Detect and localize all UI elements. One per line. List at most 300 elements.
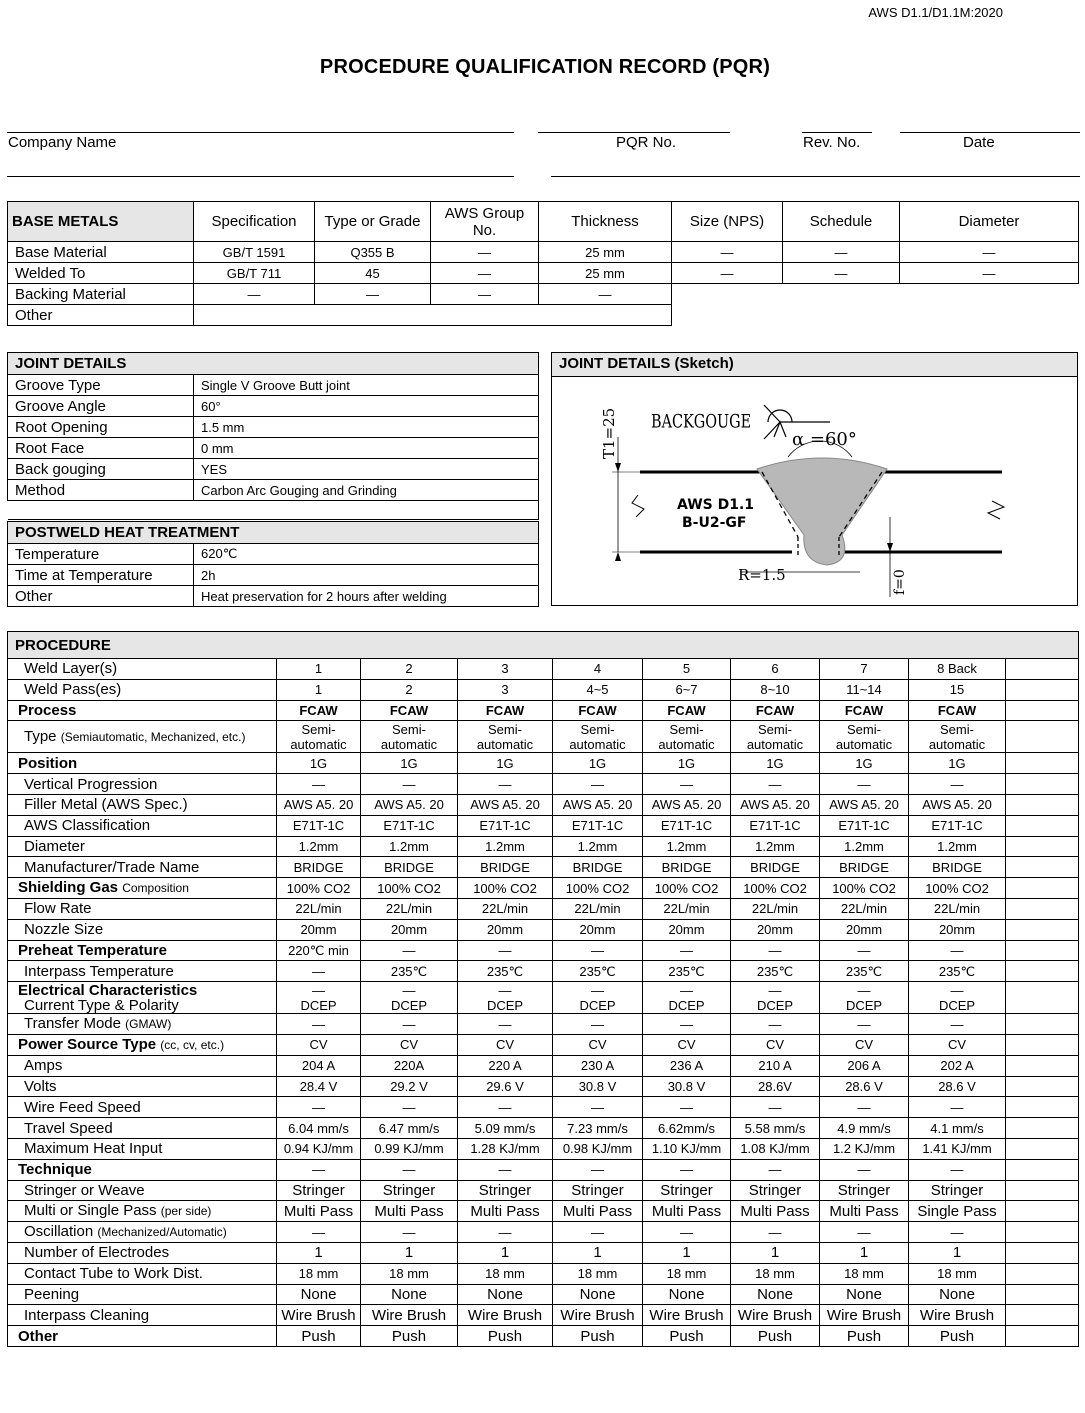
table-cell: —	[553, 1014, 643, 1035]
table-row	[8, 1055, 1079, 1076]
table-cell: 1.2mm	[731, 836, 820, 857]
joint-details-table	[7, 352, 539, 520]
table-cell: 1	[731, 1242, 820, 1263]
table-cell: 18 mm	[458, 1263, 553, 1284]
table-row	[8, 1201, 1079, 1222]
table-cell: 6.47 mm/s	[361, 1118, 458, 1139]
table-row	[8, 284, 1079, 305]
col-size-nps: Size (NPS)	[672, 202, 783, 242]
joint-sketch-drawing	[552, 377, 1077, 605]
table-cell[interactable]	[194, 305, 672, 326]
table-row	[8, 438, 539, 459]
standard-reference: AWS D1.1/D1.1M:2020	[868, 5, 1003, 20]
table-cell: 45	[315, 263, 431, 284]
table-cell: Push	[731, 1326, 820, 1347]
table-cell: 60°	[194, 396, 539, 417]
table-cell: CV	[277, 1034, 361, 1055]
empty-cell[interactable]	[1006, 919, 1079, 940]
table-cell: BRIDGE	[458, 857, 553, 878]
empty-cell[interactable]	[1006, 1097, 1079, 1118]
table-cell: 235℃	[553, 961, 643, 982]
row-label-text: Flow Rate	[24, 900, 92, 918]
row-label-text: Maximum Heat Input	[24, 1140, 163, 1158]
empty-cell[interactable]	[1006, 1076, 1079, 1097]
table-row	[8, 417, 539, 438]
row-label-text: Transfer Mode	[24, 1015, 121, 1033]
procedure-title: PROCEDURE	[8, 632, 1079, 659]
table-cell: —	[361, 1222, 458, 1243]
company-name-line[interactable]	[7, 132, 514, 133]
table-row	[8, 586, 539, 607]
row-label-text: Interpass Temperature	[24, 962, 174, 980]
row-label	[8, 1118, 277, 1139]
row-label: Other	[8, 305, 194, 326]
table-cell: 15	[909, 679, 1006, 700]
table-row	[8, 1076, 1079, 1097]
table-cell: —	[277, 1159, 361, 1180]
empty-cell[interactable]	[1006, 982, 1079, 1014]
table-cell: 18 mm	[277, 1263, 361, 1284]
row-label: Method	[8, 480, 194, 501]
table-cell: BRIDGE	[643, 857, 731, 878]
empty-cell[interactable]	[1006, 794, 1079, 815]
row-label-text: Other	[18, 1327, 59, 1345]
pqr-no-line[interactable]	[538, 132, 730, 133]
row-label-text: Stringer or Weave	[24, 1181, 145, 1199]
table-cell: 5.58 mm/s	[731, 1118, 820, 1139]
table-cell: —	[900, 242, 1079, 263]
table-cell: CV	[731, 1034, 820, 1055]
empty-cell[interactable]	[1006, 721, 1079, 753]
table-row	[8, 565, 539, 586]
table-cell: 220℃ min	[277, 940, 361, 961]
table-cell: None	[731, 1284, 820, 1305]
table-cell: Stringer	[820, 1180, 909, 1201]
row-label-note: (Mechanized/Automatic)	[97, 1225, 227, 1240]
table-cell: 2	[361, 679, 458, 700]
empty-cell[interactable]	[1006, 1055, 1079, 1076]
sketch-title: JOINT DETAILS (Sketch)	[552, 353, 1077, 377]
table-cell: Semi- automatic	[731, 721, 820, 753]
joint-details-title: JOINT DETAILS	[8, 353, 539, 375]
table-cell: CV	[643, 1034, 731, 1055]
row-label-text: Travel Speed	[24, 1119, 113, 1137]
base-metals-title: BASE METALS	[8, 202, 194, 242]
table-cell: 0.99 KJ/mm	[361, 1138, 458, 1159]
table-cell: 1.2mm	[643, 836, 731, 857]
table-cell: —	[909, 1097, 1006, 1118]
empty-cell[interactable]	[1006, 815, 1079, 836]
table-row	[8, 1263, 1079, 1284]
table-cell: —	[431, 242, 539, 263]
table-row	[8, 753, 1079, 774]
table-row	[8, 1180, 1079, 1201]
empty-cell[interactable]	[1006, 878, 1079, 899]
table-cell: 18 mm	[361, 1263, 458, 1284]
empty-cell[interactable]	[1006, 1034, 1079, 1055]
date-label: Date	[963, 134, 995, 151]
empty-cell[interactable]	[1006, 1180, 1079, 1201]
row-label-text: Process	[18, 701, 77, 719]
empty-cell[interactable]	[1006, 1014, 1079, 1035]
table-cell: 18 mm	[643, 1263, 731, 1284]
table-cell: 1G	[909, 753, 1006, 774]
table-cell: 100% CO2	[553, 878, 643, 899]
empty-cell[interactable]	[1006, 1118, 1079, 1139]
table-cell: Wire Brush	[820, 1305, 909, 1326]
row-label-note: (cc, cv, etc.)	[160, 1037, 225, 1052]
table-cell: 6	[731, 659, 820, 680]
table-cell: 29.6 V	[458, 1076, 553, 1097]
table-cell: 4~5	[553, 679, 643, 700]
empty-cell[interactable]	[1006, 1138, 1079, 1159]
table-cell: —	[909, 1014, 1006, 1035]
table-cell: 6.04 mm/s	[277, 1118, 361, 1139]
empty-cell[interactable]	[1006, 774, 1079, 795]
angle-label: α =60°	[792, 429, 857, 450]
table-row	[8, 857, 1079, 878]
table-cell: 22L/min	[820, 898, 909, 919]
table-cell: 28.6 V	[820, 1076, 909, 1097]
t1-label: T1=25	[600, 407, 618, 459]
table-cell: —	[458, 1014, 553, 1035]
pqr-no-label: PQR No.	[616, 134, 677, 151]
header-lower-line	[551, 176, 1080, 177]
row-label-text: Shielding Gas	[18, 879, 119, 897]
table-cell: 0.98 KJ/mm	[553, 1138, 643, 1159]
row-label-text: Manufacturer/Trade Name	[24, 858, 200, 876]
table-cell: —	[909, 1159, 1006, 1180]
table-cell: —	[643, 1222, 731, 1243]
table-cell: 1	[820, 1242, 909, 1263]
empty-cell[interactable]	[1006, 1305, 1079, 1326]
empty-cell[interactable]	[1006, 1242, 1079, 1263]
table-cell: Multi Pass	[553, 1201, 643, 1222]
table-cell: Carbon Arc Gouging and Grinding	[194, 480, 539, 501]
table-cell: Wire Brush	[909, 1305, 1006, 1326]
row-label-text: Amps	[24, 1057, 63, 1075]
table-cell: 1	[643, 1242, 731, 1263]
table-cell: —	[643, 1014, 731, 1035]
table-cell: Multi Pass	[458, 1201, 553, 1222]
table-row	[8, 375, 539, 396]
base-metals-table	[7, 201, 1079, 326]
table-cell: 1	[361, 1242, 458, 1263]
table-cell: 235℃	[643, 961, 731, 982]
table-cell: 1.10 KJ/mm	[643, 1138, 731, 1159]
table-row	[8, 242, 1079, 263]
row-label	[8, 940, 277, 961]
table-row	[8, 815, 1079, 836]
table-row	[8, 940, 1079, 961]
table-cell: 22L/min	[643, 898, 731, 919]
table-cell: Semi- automatic	[909, 721, 1006, 753]
table-cell: Multi Pass	[361, 1201, 458, 1222]
table-cell: 235℃	[458, 961, 553, 982]
table-cell: E71T-1C	[643, 815, 731, 836]
table-cell: 620℃	[194, 544, 539, 565]
table-cell: Stringer	[458, 1180, 553, 1201]
table-cell: 100% CO2	[820, 878, 909, 899]
row-label	[8, 1222, 277, 1243]
empty-cell[interactable]	[1006, 679, 1079, 700]
table-row	[8, 1159, 1079, 1180]
row-label-text: Multi or Single Pass	[24, 1202, 157, 1220]
table-cell: CV	[909, 1034, 1006, 1055]
table-cell: 100% CO2	[361, 878, 458, 899]
row-label	[8, 1097, 277, 1118]
table-cell: 1.2mm	[458, 836, 553, 857]
table-cell: 2h	[194, 565, 539, 586]
table-cell: AWS A5. 20	[277, 794, 361, 815]
row-label: Other	[8, 586, 194, 607]
row-label-secondary: Current Type & Polarity	[24, 996, 179, 1014]
table-cell: —	[361, 1014, 458, 1035]
table-row	[8, 459, 539, 480]
table-cell: —	[458, 1097, 553, 1118]
table-cell: 20mm	[731, 919, 820, 940]
table-cell: 1	[277, 1242, 361, 1263]
table-cell: Multi Pass	[731, 1201, 820, 1222]
table-cell: —	[909, 940, 1006, 961]
table-row	[8, 794, 1079, 815]
col-aws-group: AWS Group No.	[431, 202, 539, 242]
root-face-label: f=0	[892, 569, 908, 595]
empty-cell[interactable]	[1006, 898, 1079, 919]
row-label	[8, 794, 277, 815]
table-cell: Multi Pass	[820, 1201, 909, 1222]
table-cell: 1.2 KJ/mm	[820, 1138, 909, 1159]
empty-cell[interactable]	[1006, 836, 1079, 857]
empty-cell[interactable]	[1006, 1222, 1079, 1243]
row-label-text: Electrical Characteristics	[18, 981, 198, 999]
table-cell: 20mm	[277, 919, 361, 940]
table-cell: 1G	[731, 753, 820, 774]
page-title: PROCEDURE QUALIFICATION RECORD (PQR)	[319, 56, 771, 78]
table-cell: Wire Brush	[277, 1305, 361, 1326]
table-row	[8, 982, 1079, 1014]
row-label: Root Opening	[8, 417, 194, 438]
row-label-text: Type	[24, 727, 57, 745]
table-cell: FCAW	[553, 700, 643, 721]
table-cell: 204 A	[277, 1055, 361, 1076]
table-cell: 18 mm	[731, 1263, 820, 1284]
row-label-text: Preheat Temperature	[18, 941, 167, 959]
row-label-text: Weld Pass(es)	[24, 681, 122, 699]
table-cell: —	[820, 774, 909, 795]
table-cell: 3	[458, 659, 553, 680]
table-cell: —	[277, 961, 361, 982]
table-cell: 220 A	[458, 1055, 553, 1076]
row-label: Temperature	[8, 544, 194, 565]
table-cell: 235℃	[361, 961, 458, 982]
row-label	[8, 878, 277, 899]
empty-cell[interactable]	[1006, 753, 1079, 774]
table-cell: 220A	[361, 1055, 458, 1076]
table-cell: AWS A5. 20	[643, 794, 731, 815]
table-cell: —	[783, 242, 900, 263]
table-cell: 5	[643, 659, 731, 680]
table-cell: Wire Brush	[731, 1305, 820, 1326]
table-cell: 100% CO2	[643, 878, 731, 899]
table-cell: 22L/min	[277, 898, 361, 919]
table-row	[8, 263, 1079, 284]
backgouge-label: BACKGOUGE	[651, 410, 752, 433]
table-cell: Wire Brush	[458, 1305, 553, 1326]
row-label	[8, 774, 277, 795]
table-cell: GB/T 711	[194, 263, 315, 284]
table-cell: 235℃	[820, 961, 909, 982]
table-row	[8, 961, 1079, 982]
table-cell: 3	[458, 679, 553, 700]
table-cell: Push	[361, 1326, 458, 1347]
table-cell: —	[643, 1159, 731, 1180]
rev-no-label: Rev. No.	[803, 134, 861, 151]
table-cell: FCAW	[731, 700, 820, 721]
table-row	[8, 480, 539, 501]
table-cell: FCAW	[458, 700, 553, 721]
table-cell: 5.09 mm/s	[458, 1118, 553, 1139]
table-cell: Multi Pass	[277, 1201, 361, 1222]
row-label: Groove Angle	[8, 396, 194, 417]
table-cell: E71T-1C	[820, 815, 909, 836]
table-cell: 236 A	[643, 1055, 731, 1076]
table-cell: Semi- automatic	[643, 721, 731, 753]
table-cell: AWS A5. 20	[909, 794, 1006, 815]
row-label-text: Weld Layer(s)	[24, 660, 118, 678]
empty-cell[interactable]	[1006, 857, 1079, 878]
table-cell: 206 A	[820, 1055, 909, 1076]
table-row	[8, 1034, 1079, 1055]
table-cell: AWS A5. 20	[820, 794, 909, 815]
table-cell: 18 mm	[553, 1263, 643, 1284]
row-label	[8, 836, 277, 857]
table-cell: None	[277, 1284, 361, 1305]
table-cell: 30.8 V	[643, 1076, 731, 1097]
table-cell: Stringer	[361, 1180, 458, 1201]
table-cell: —	[909, 774, 1006, 795]
table-cell: Push	[458, 1326, 553, 1347]
row-label-text: Position	[18, 754, 78, 772]
table-cell: —	[431, 284, 539, 305]
table-cell: —	[361, 940, 458, 961]
table-cell: E71T-1C	[731, 815, 820, 836]
table-cell: Multi Pass	[643, 1201, 731, 1222]
empty-cell[interactable]	[1006, 659, 1079, 680]
row-label-note: (Semiautomatic, Mechanized, etc.)	[60, 729, 246, 744]
table-cell: None	[458, 1284, 553, 1305]
row-label-text: Oscillation	[24, 1223, 94, 1241]
row-label	[8, 961, 277, 982]
table-cell: BRIDGE	[553, 857, 643, 878]
table-cell: 1G	[277, 753, 361, 774]
table-cell: 29.2 V	[361, 1076, 458, 1097]
table-cell: Semi- automatic	[553, 721, 643, 753]
table-cell: AWS A5. 20	[458, 794, 553, 815]
table-cell: 22L/min	[458, 898, 553, 919]
table-cell: —	[277, 1014, 361, 1035]
table-cell: 1G	[553, 753, 643, 774]
row-label	[8, 1201, 277, 1222]
row-label-text: Contact Tube to Work Dist.	[24, 1265, 203, 1283]
table-cell: — DCEP	[458, 982, 553, 1014]
row-label	[8, 982, 277, 1014]
date-line[interactable]	[900, 132, 1080, 133]
table-row	[8, 659, 1079, 680]
table-cell: 18 mm	[820, 1263, 909, 1284]
table-cell: Single Pass	[909, 1201, 1006, 1222]
table-row	[8, 1305, 1079, 1326]
empty-cell[interactable]	[1006, 700, 1079, 721]
table-cell: Stringer	[553, 1180, 643, 1201]
table-cell: Wire Brush	[643, 1305, 731, 1326]
table-cell: 1.2mm	[909, 836, 1006, 857]
table-cell: Single V Groove Butt joint	[194, 375, 539, 396]
table-cell: Stringer	[277, 1180, 361, 1201]
table-cell: 6~7	[643, 679, 731, 700]
row-label-text: Peening	[24, 1285, 80, 1303]
empty-cell[interactable]	[1006, 1201, 1079, 1222]
table-cell: FCAW	[643, 700, 731, 721]
row-label	[8, 1159, 277, 1180]
empty-cell[interactable]	[1006, 940, 1079, 961]
table-cell: —	[277, 1222, 361, 1243]
empty-cell[interactable]	[1006, 961, 1079, 982]
table-cell: —	[731, 940, 820, 961]
table-cell: —	[643, 774, 731, 795]
row-label-text: Volts	[24, 1077, 57, 1095]
row-label	[8, 1305, 277, 1326]
table-cell: —	[672, 242, 783, 263]
table-cell: —	[553, 1159, 643, 1180]
table-cell: 1.2mm	[820, 836, 909, 857]
row-label-text: Power Source Type	[18, 1035, 157, 1053]
table-row	[8, 1118, 1079, 1139]
table-cell: E71T-1C	[553, 815, 643, 836]
rev-no-line[interactable]	[802, 132, 872, 133]
table-cell: —	[458, 1159, 553, 1180]
row-label	[8, 679, 277, 700]
table-cell: —	[820, 1222, 909, 1243]
table-cell: 235℃	[909, 961, 1006, 982]
table-row	[8, 774, 1079, 795]
row-label	[8, 1180, 277, 1201]
table-cell: —	[731, 1222, 820, 1243]
table-cell: 25 mm	[539, 263, 672, 284]
procedure-table	[7, 631, 1079, 1347]
row-label	[8, 1014, 277, 1035]
table-cell: 20mm	[820, 919, 909, 940]
table-cell: — DCEP	[909, 982, 1006, 1014]
table-cell: 1G	[643, 753, 731, 774]
empty-cell[interactable]	[1006, 1326, 1079, 1347]
root-opening-label: R=1.5	[738, 566, 786, 584]
empty-cell[interactable]	[1006, 1263, 1079, 1284]
row-label	[8, 659, 277, 680]
table-cell: 22L/min	[731, 898, 820, 919]
col-type-grade: Type or Grade	[315, 202, 431, 242]
empty-cell[interactable]	[1006, 1284, 1079, 1305]
table-cell: Heat preservation for 2 hours after welding	[194, 586, 539, 607]
table-cell: —	[731, 1014, 820, 1035]
table-cell: — DCEP	[277, 982, 361, 1014]
row-label	[8, 700, 277, 721]
empty-cell[interactable]	[1006, 1159, 1079, 1180]
row-label-text: Filler Metal (AWS Spec.)	[24, 796, 188, 814]
table-cell: 28.4 V	[277, 1076, 361, 1097]
table-cell: 7	[820, 659, 909, 680]
row-label: Back gouging	[8, 459, 194, 480]
